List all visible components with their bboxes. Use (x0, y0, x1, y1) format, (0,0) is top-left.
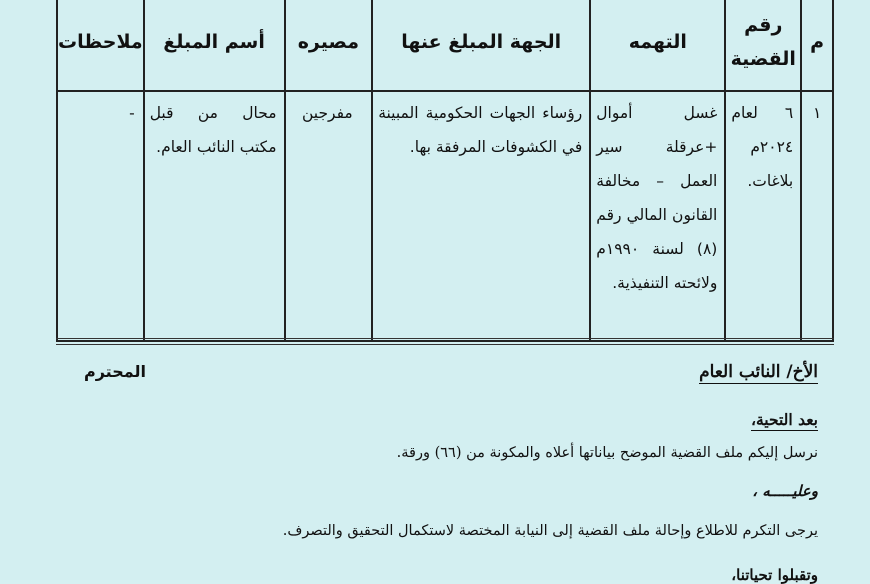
cell-m: ١ (812, 104, 822, 122)
letter-respected: المحترم (84, 362, 146, 381)
letter-addressee: الأخ/ النائب العام (699, 362, 818, 382)
cell-reporter-name: محال من قبل مكتب النائب العام. (149, 104, 277, 156)
cell-fate: مفرجين (301, 104, 353, 122)
header-reported-body: الجهة المبلغ عنها (372, 0, 590, 91)
table-header-row (57, 0, 833, 91)
cell-reported-body: رؤساء الجهات الحكومية المبينة في الكشوفات المرفقة بها. (378, 104, 583, 156)
separator-line (56, 338, 834, 345)
header-notes: ملاحظات (57, 0, 144, 91)
header-reporter-name: أسم المبلغ (144, 0, 285, 91)
letter-greeting: بعد التحية، (750, 410, 818, 429)
header-case-number: رقم القضية (725, 0, 801, 91)
letter-paragraph-2: يرجى التكرم للاطلاع وإحالة ملف القضية إلى النيابة المختصة لاستكمال التحقيق والتصرف. (282, 523, 818, 539)
header-m: م (801, 0, 833, 91)
letter-and-after: وعليـــــه ، (752, 482, 818, 500)
cell-charge: غسل أموال +عرقلة سير العمل – مخالفة القانون المالي رقم (٨) لسنة ١٩٩٠م ولائحته التنفيذية. (596, 104, 718, 292)
header-fate: مصيره (285, 0, 373, 91)
case-table (56, 0, 834, 342)
table-row (57, 91, 833, 341)
header-charge: التهمه (590, 0, 725, 91)
letter-closing: وتقبلوا تحياتنا، (731, 566, 818, 584)
letter-paragraph-1: نرسل إليكم ملف القضية الموضح بياناتها أعلاه والمكونة من (٦٦) ورقة. (396, 445, 818, 461)
cell-case-number: ٦ لعام ٢٠٢٤م بلاغات. (731, 104, 794, 190)
cell-notes: - (129, 104, 135, 122)
